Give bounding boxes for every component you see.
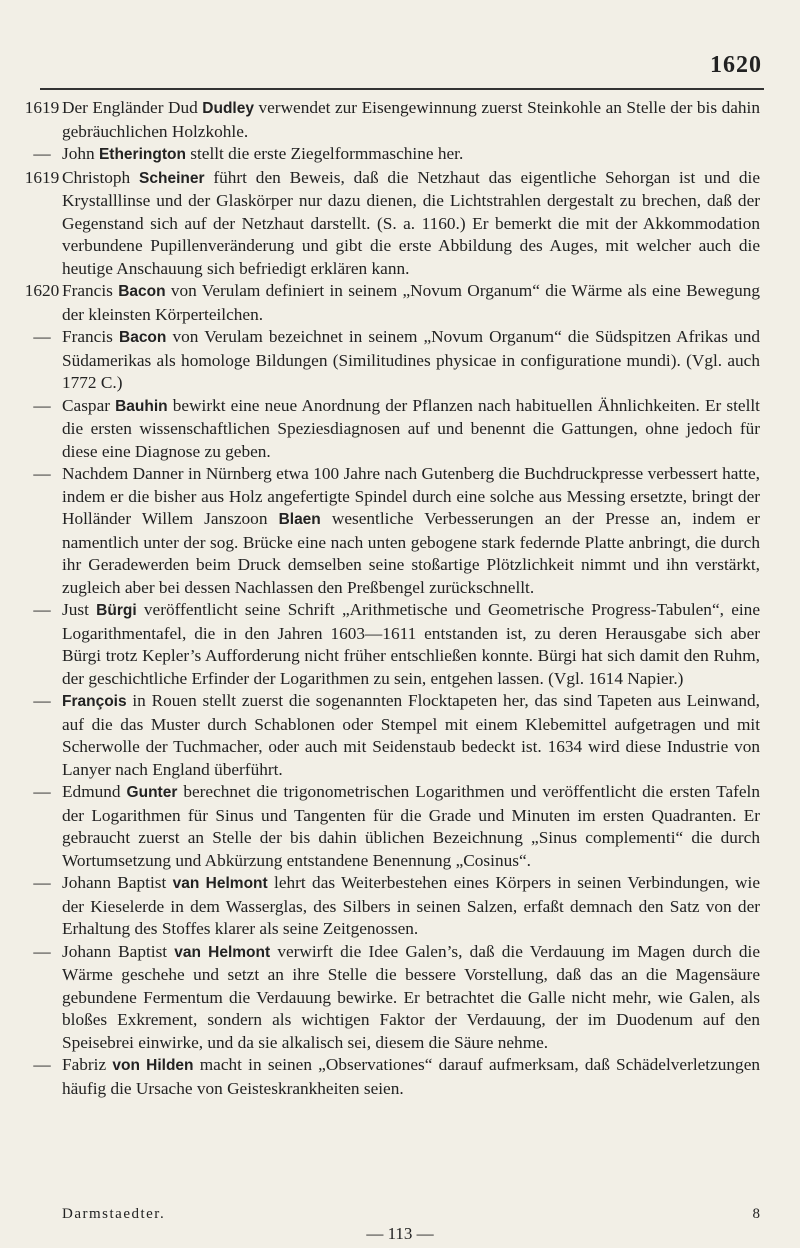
- entry-person-name: Bauhin: [115, 397, 168, 415]
- entry-text: [62, 1054, 760, 1100]
- chronology-entry: [22, 395, 760, 464]
- entry-year: —: [33, 782, 51, 801]
- page-header: 1620: [710, 52, 762, 78]
- entry-year: —: [33, 327, 51, 346]
- chronology-entry: [22, 941, 760, 1055]
- entry-person-name: Gunter: [126, 784, 178, 801]
- entry-text-body: von Verulam definiert in seinem „Novum Organum“ die Wärme als eine Bewegung der kleinsten Körperteilchen.: [62, 281, 760, 324]
- entry-text-lead: Fabriz: [62, 1055, 113, 1074]
- entry-text-body: führt den Beweis, daß die Netzhaut das eigentliche Sehorgan ist und die Krystalllinse und der Glaskörper nur dazu dienen, die Lichtstrahlen dergestalt zu brechen, daß der Gegenstand sich auf der Netzhaut darstellt. (S. a. 1160.) Er bemerkt die mit der Akkommodation verbundene Pupillenveränderung und gibt die erste Abbildung des Auges, mit welcher auch die heutige Anschauung sich befriedigt erklären kann.: [62, 167, 760, 278]
- chronology-entry: [22, 781, 760, 872]
- entry-year: 1619: [24, 167, 60, 187]
- chronology-entry: [22, 690, 760, 781]
- entry-text-lead: Johann Baptist: [62, 873, 173, 892]
- entry-text-body: bewirkt eine neue Anordnung der Pflanzen nach habituellen Ähnlichkeiten. Er stellt die ersten wissenschaftlichen Speziesdiagnosen auf und benennt die Gattungen, ohne jedoch für diese eine Diagnose zu geben.: [62, 395, 760, 461]
- entry-text: [62, 97, 760, 143]
- entry-person-name: François: [62, 693, 127, 710]
- signature-line: [62, 1206, 760, 1223]
- chronology-entry: [22, 326, 760, 395]
- entry-person-name: Bacon: [118, 283, 166, 300]
- entry-text-body: verwirft die Idee Galen’s, daß die Verdauung im Magen durch die Wärme geschehe und setzt an ihre Stelle die bessere Vorstellung, daß das an die Magensäure gebundene Fermentum die Verdauung bewirke. Er betrachtet die Galle nicht mehr, wie Galen, als bloßes Exkrement, sondern als wichtigen Faktor der Verdauung, der im Duodenum auf den Speisebrei einwirke, und da sie alkalisch sei, diesem die Säure nehme.: [62, 941, 760, 1052]
- chronology-entry: [22, 599, 760, 690]
- entry-text: [62, 167, 760, 281]
- chronology-entry: [22, 97, 760, 143]
- printer-signature: Darmstaedter.: [62, 1206, 166, 1222]
- page-number: — 113 —: [366, 1224, 434, 1243]
- entry-text-body: berechnet die trigonometrischen Logarithmen und veröffentlicht die ersten Tafeln der Logarithmen für Sinus und Tangenten für die Grade und Minuten im ersten Quadranten. Er gebraucht zuerst an Stelle der bis dahin üblichen Bezeichnung „Sinus complementi“ die durch Wortumsetzung und Abkürzung entstandene Benennung „Cosinus“.: [62, 782, 761, 870]
- entry-text-lead: Francis: [62, 281, 119, 300]
- chronology-entry: [22, 463, 760, 599]
- entry-person-name: Scheiner: [139, 169, 205, 187]
- header-rule: [40, 88, 764, 90]
- entry-year: —: [33, 600, 51, 619]
- entry-text-body: in Rouen stellt zuerst die sogenannten Flocktapeten her, das sind Tapeten aus Leinwand, auf die das Muster durch Schablonen oder Stempel mit einem Klebemittel aufgetragen und mit Scherwolle der Tuchmacher, oder auch mit Seidenstaub bedeckt ist. 1634 wird diese Industrie von Lanyer nach England überführt.: [62, 691, 760, 779]
- entry-year: —: [33, 873, 51, 892]
- chronology-entry: [22, 1054, 760, 1100]
- entry-text-lead: Just: [62, 600, 97, 619]
- entry-list: [22, 97, 760, 1100]
- entry-text: [62, 599, 760, 690]
- entry-text-lead: Nachdem Danner in Nürnberg etwa 100 Jahre nach Gutenberg die Buchdruckpresse verbessert hatte, indem er die bisher aus Holz angefertigte Spindel durch eine solche aus Messing ersetzte, bringt der Holländer Willem Janszoon: [62, 464, 760, 528]
- chronology-entry: [22, 872, 760, 941]
- entry-text: [62, 280, 760, 326]
- entry-person-name: Dudley: [202, 100, 254, 117]
- entry-text-lead: Caspar: [62, 395, 116, 415]
- entry-text-lead: Johann Baptist: [62, 941, 175, 961]
- entry-text-body: lehrt das Weiterbestehen eines Körpers in seinen Verbindungen, wie der Kieselerde in dem Wasserglas, des Silbers in seinen Salzen, erfaßt demnach den Satz von der Erhaltung des Stoffes klarer als seine Zeitgenossen.: [62, 873, 760, 938]
- entry-text-body: macht in seinen „Observationes“ darauf aufmerksam, daß Schädelverletzungen häufig die Ursache von Geisteskrankheiten seien.: [62, 1055, 761, 1098]
- entry-text: [62, 941, 760, 1055]
- entry-year: —: [33, 691, 51, 710]
- entry-text-body: stellt die erste Ziegelformmaschine her.: [185, 144, 464, 163]
- entry-text-body: verwendet zur Eisengewinnung zuerst Steinkohle an Stelle der bis dahin gebräuchlichen Holzkohle.: [62, 98, 760, 141]
- entry-text: [62, 143, 760, 167]
- entry-person-name: Bürgi: [96, 602, 137, 619]
- entry-person-name: Etherington: [98, 146, 186, 163]
- chronology-entry: [22, 280, 760, 326]
- entry-person-name: van Helmont: [174, 943, 271, 961]
- entry-text-lead: John: [62, 144, 99, 163]
- entry-person-name: von Hilden: [112, 1057, 194, 1074]
- chronology-entry: [22, 167, 760, 281]
- entry-text-lead: Edmund: [62, 782, 127, 801]
- entry-text: [62, 395, 760, 464]
- entry-text-lead: Christoph: [62, 167, 140, 187]
- entry-year: 1619: [24, 98, 60, 117]
- entry-text: [62, 326, 760, 395]
- chronology-entry: [22, 143, 760, 167]
- entry-year: —: [33, 464, 51, 483]
- entry-text-body: von Verulam bezeichnet in seinem „Novum Organum“ die Südspitzen Afrikas und Südamerikas als homologe Bildungen (Similitudines physicae in configuratione mundi). (Vgl. auch 1772 C.): [62, 327, 760, 392]
- entry-year: 1620: [24, 281, 60, 300]
- entry-year: —: [33, 1055, 51, 1074]
- entry-year: —: [33, 941, 51, 961]
- entry-person-name: van Helmont: [172, 875, 268, 892]
- signature-mark: 8: [752, 1206, 760, 1222]
- entry-person-name: Bacon: [119, 329, 167, 346]
- entry-text: [62, 781, 760, 872]
- entry-text-lead: Der Engländer Dud: [62, 98, 203, 117]
- entry-text-body: wesentliche Verbesserungen an der Presse an, indem er namentlich unter der sog. Brücke eine nach unten gebogene stark federnde Platte anbringt, die durch ihr Geradewerden beim Druck demselben seine stoßartige Plötzlichkeit nimmt und ihn verstärkt, zugleich aber bei dessen Nachlassen den Preßbengel zurückschnellt.: [62, 509, 760, 597]
- entry-text: [62, 690, 760, 781]
- entry-text-body: veröffentlicht seine Schrift „Arithmetische und Geometrische Progress-Tabulen“, eine Logarithmentafel, die in den Jahren 1603—1611 entstanden ist, zu deren Herausgabe sich aber Bürgi trotz Kepler’s Aufforderung nicht früher entschließen konnte. Bürgi hat sich damit den Ruhm, der geschichtliche Erfinder der Logarithmen zu sein, entgehen lassen. (Vgl. 1614 Napier.): [62, 600, 760, 688]
- entry-year: —: [33, 144, 51, 163]
- entry-person-name: Blaen: [278, 511, 321, 528]
- entry-year: —: [33, 395, 51, 415]
- entry-text: [62, 463, 760, 599]
- entry-text-lead: Francis: [62, 327, 119, 346]
- entry-text: [62, 872, 760, 941]
